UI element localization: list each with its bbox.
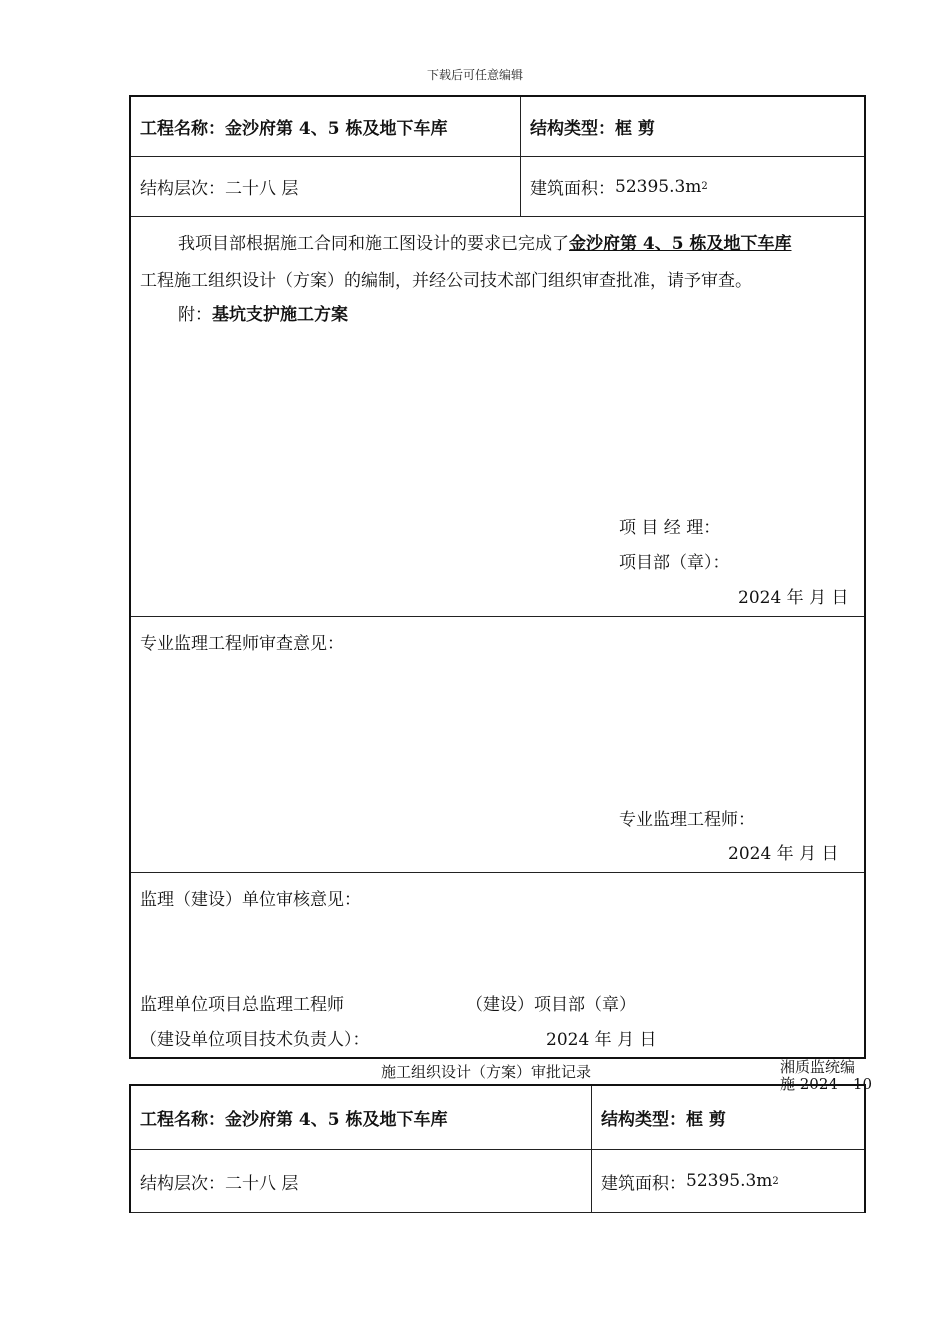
body-line-1-prefix: 我项目部根据施工合同和施工图设计的要求已完成了 <box>178 234 569 254</box>
project-name-label: 工程名称： <box>140 1110 225 1130</box>
approval-form-1 <box>129 95 866 1059</box>
engineer-signature-label: 专业监理工程师： <box>619 810 755 830</box>
attachment-label: 附： <box>178 305 212 325</box>
form-code-line-1: 湘质监统编 <box>780 1058 856 1076</box>
tech-lead-label: （建设单位项目技术负责人）： <box>140 1030 370 1050</box>
area-label: 建筑面积： <box>530 179 615 199</box>
unit-opinion-label: 监理（建设）单位审核意见： <box>140 890 361 910</box>
floors-label: 结构层次： <box>140 179 225 199</box>
unit-opinion-date: 2024 年 月 日 <box>546 1030 657 1050</box>
attachment-line <box>178 300 348 325</box>
chief-supervisor-label: 监理单位项目总监理工程师 <box>140 995 344 1015</box>
body-line-2: 工程施工组织设计（方案）的编制，并经公司技术部门组织审查批准，请予审查。 <box>140 271 752 291</box>
area-value: 52395.3m <box>686 1171 773 1191</box>
floors-value: 二十八 层 <box>225 179 299 199</box>
project-name-label: 工程名称： <box>140 119 225 139</box>
project-info-row <box>131 97 864 157</box>
project-manager-label: 项 目 经 理： <box>619 518 721 538</box>
unit-opinion-section <box>131 873 864 1057</box>
area-cell <box>521 157 864 216</box>
structure-type-label: 结构类型： <box>601 1110 686 1130</box>
build-dept-stamp-label: （建设）项目部（章） <box>466 995 636 1015</box>
floors-label: 结构层次： <box>140 1173 225 1194</box>
header-note: 下载后可任意编辑 <box>426 68 523 82</box>
floors-cell <box>131 157 520 216</box>
area-value: 52395.3m <box>615 176 702 197</box>
structure-type-cell <box>521 97 864 156</box>
floors-value: 二十八 层 <box>225 1173 299 1194</box>
body-line-1-project: 金沙府第 4、5 栋及地下车库 <box>569 234 792 254</box>
area-label: 建筑面积： <box>601 1173 686 1194</box>
engineer-opinion-label: 专业监理工程师审查意见： <box>140 634 344 654</box>
project-name-value: 金沙府第 4、5 栋及地下车库 <box>225 1110 448 1130</box>
project-name-cell <box>131 97 520 156</box>
structure-type-cell <box>592 1086 864 1149</box>
area-unit-sup: 2 <box>701 181 708 192</box>
floors-cell <box>131 1150 591 1212</box>
engineer-date: 2024 年 月 日 <box>728 844 839 864</box>
submission-date: 2024 年 月 日 <box>738 588 849 608</box>
structure-type-label: 结构类型： <box>530 119 615 139</box>
form-code-line-2: 施 2024—10 <box>780 1075 873 1093</box>
structure-info-row <box>131 157 864 217</box>
area-unit-sup: 2 <box>772 1175 779 1187</box>
body-line-1 <box>178 229 792 254</box>
project-name-cell <box>131 1086 591 1149</box>
submission-section <box>131 217 864 617</box>
project-info-row <box>131 1086 864 1150</box>
engineer-opinion-section <box>131 617 864 873</box>
form-caption: 施工组织设计（方案）审批记录 <box>381 1063 592 1081</box>
attachment-value: 基坑支护施工方案 <box>212 305 348 325</box>
project-dept-stamp-label: 项目部（章）： <box>619 553 730 573</box>
structure-info-row <box>131 1150 864 1213</box>
project-name-value: 金沙府第 4、5 栋及地下车库 <box>225 119 448 139</box>
area-cell <box>592 1150 864 1212</box>
structure-type-value: 框 剪 <box>615 119 655 139</box>
approval-form-2 <box>129 1084 866 1213</box>
structure-type-value: 框 剪 <box>686 1110 726 1130</box>
